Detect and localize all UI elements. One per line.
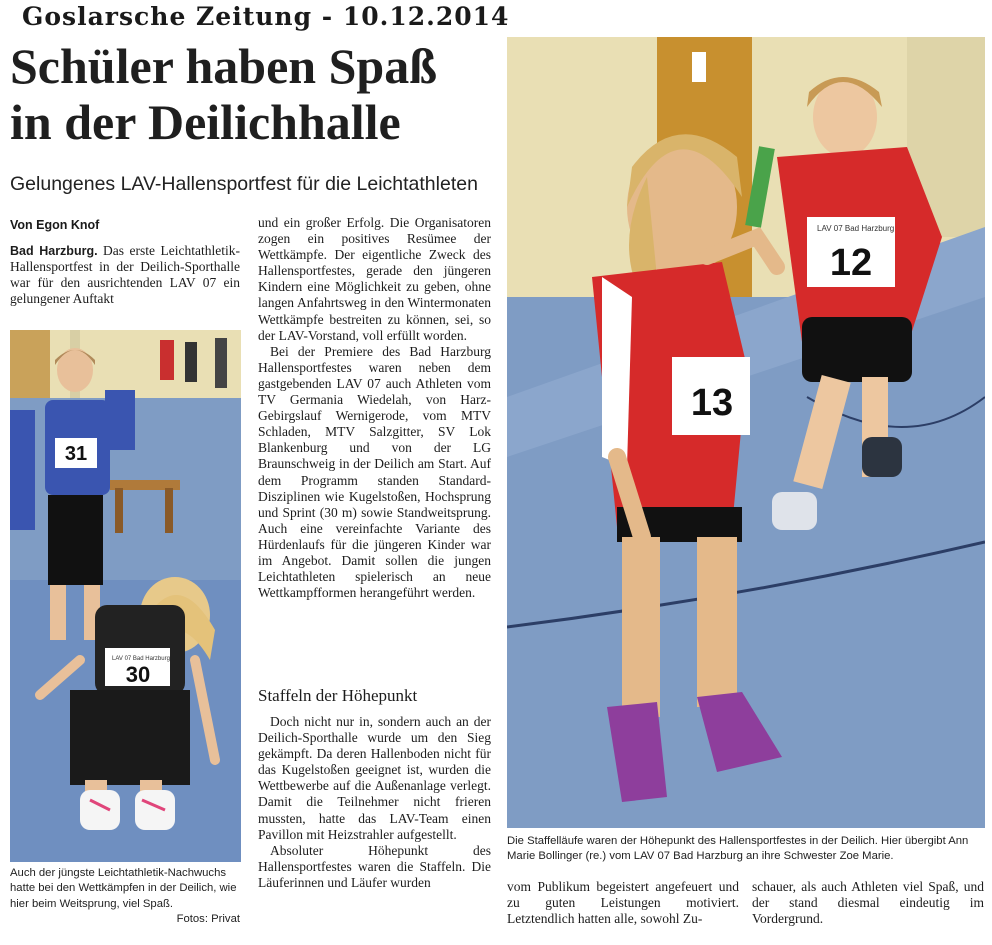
paragraph-3: Doch nicht nur in, sondern auch an der Deilich-Sporthalle wurde um den Sieg gekämpft. Da deren Hallenboden nicht für das Kugelstoßen geeignet ist, wurden die Wettbewerbe auf die Außenanlage verlegt. Damit die Teilnehmer nicht frieren mussten, hatte das LAV-Team einen Pavillon mit Heizstrahler aufgestellt. <box>258 714 491 842</box>
paragraph-4-end: schauer, als auch Athleten viel Spaß, und der stand diesmal eindeutig im Vordergrund. <box>752 879 984 927</box>
photo-long-jump <box>10 330 241 862</box>
bib-number-30: 30 <box>125 662 151 687</box>
photo-long-jump-image <box>10 330 241 862</box>
paragraph-1-start <box>10 243 240 307</box>
bib-number-12: 12 <box>829 242 873 284</box>
bib-text: LAV 07 Bad Harzburg <box>112 656 170 662</box>
bib-number-13: 13 <box>690 382 734 424</box>
article-column-4 <box>752 879 984 927</box>
article-column-2-lower <box>258 714 491 891</box>
headline-line-2: in der Deilichhalle <box>10 94 401 150</box>
paragraph-2: Bei der Premiere des Bad Harzburg Hallensportfestes waren neben dem gastgebenden LAV 07 auch Athleten vom TV Germania Wiedelah, von Harz-Gebirgslauf Wernigerode, vom MTV Schladen, MTV Salzgitter, SV Lok Blankenburg und von der LG Braunschweig in der Deilich am Start. Auf dem Programm standen Standard-Disziplinen wie Kugelstoßen, Hochsprung und Sprint (30 m) sowie Standweitsprung. Auch eine vereinfachte Variante des Hürdenlaufs für die jüngeren Kinder war im Angebot. Damit sollen die jungen Leichtathleten spielerisch an neue Wettkampfformen herangeführt werden. <box>258 343 491 601</box>
headline-line-1: Schüler haben Spaß <box>10 38 438 94</box>
paragraph-1-text: Das erste Leichtathletik-Hallensportfest in der Deilich-Sporthalle war für den ausrichtenden LAV 07 ein gelungener Auftakt <box>10 243 240 307</box>
bib-number-31: 31 <box>64 443 88 465</box>
article-column-1 <box>10 243 240 307</box>
photo-left-caption <box>10 866 240 927</box>
subheadline: Gelungenes LAV-Hallensportfest für die Leichtathleten <box>10 173 478 195</box>
paragraph-4: Absoluter Höhepunkt des Hallensportfestes waren die Staffeln. Die Läuferinnen und Läufer wurden <box>258 842 491 890</box>
article-column-2 <box>258 215 491 601</box>
photo-credit: Fotos: Privat <box>176 912 240 925</box>
photo-right-caption: Die Staffelläufe waren der Höhepunkt des Hallensportfestes in der Deilich. Hier übergibt Ann Marie Bollinger (re.) vom LAV 07 Bad Harzburg an ihre Schwester Zoe Marie. <box>507 835 969 863</box>
newspaper-masthead: Goslarsche Zeitung - 10.12.2014 <box>22 2 510 31</box>
headline <box>10 38 505 150</box>
bib-text-right: LAV 07 Bad Harzburg <box>817 224 895 233</box>
section-subheading: Staffeln der Höhepunkt <box>258 686 418 705</box>
photo-relay-image <box>507 37 985 828</box>
article-column-3 <box>507 879 739 927</box>
paragraph-1-continued: und ein großer Erfolg. Die Organisatoren zogen ein positives Resümee der Wettkämpfe. Der eigentliche Zweck des Hallensportfestes, gerade den jüngeren Kindern eine Möglichkeit zu geben, ohne langen Anfahrtsweg in den Wintermonaten Wettkämpfe bestreiten zu können, sei, so der LAV-Vorstand, voll erfüllt worden. <box>258 215 491 343</box>
photo-relay <box>507 37 985 828</box>
location-label: Bad Harzburg. <box>10 244 98 258</box>
byline: Von Egon Knof <box>10 218 100 232</box>
photo-left-caption-text: Auch der jüngste Leichtathletik-Nachwuchs hatte bei den Wettkämpfen in der Deilich, wie hier beim Weitsprung, viel Spaß. <box>10 867 237 910</box>
paragraph-4-continued: vom Publikum begeistert angefeuert und zu guten Leistungen motiviert. Letztendlich hatten alle, sowohl Zu- <box>507 879 739 927</box>
